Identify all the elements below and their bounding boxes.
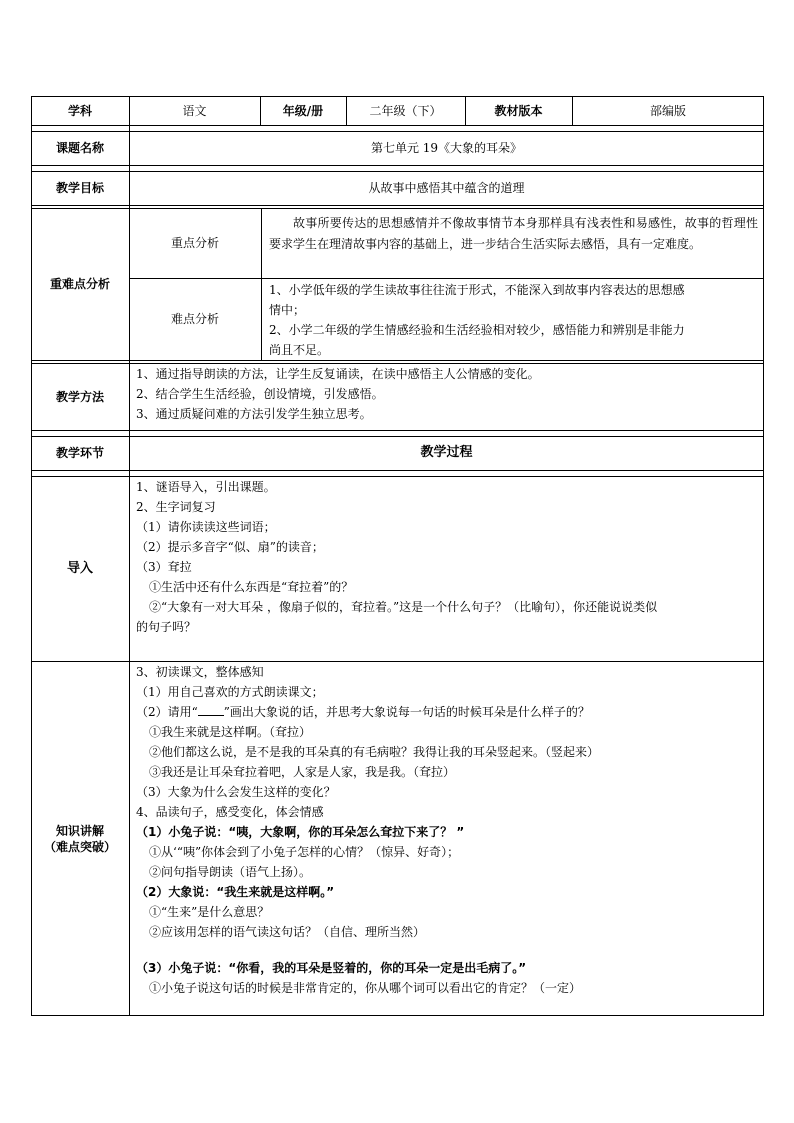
grid-line [31,476,764,477]
goal-value: 从故事中感悟其中蕴含的道理 [368,181,525,195]
process-label: 教学环节 [55,446,104,460]
difficult-line: 1、小学低年级的学生读故事往往流于形式，不能深入到故事内容表达的思想感 [269,283,685,297]
lesson-label: 课题名称 [55,141,104,155]
intro-line: ②“大象有一对大耳朵 ，像扇子似的，耷拉着。”这是一个什么句子？（比喻句），你还能说说类似 [149,600,658,614]
intro-line: （3）耷拉 [136,560,192,574]
intro-line: （2）提示多音字“似、扇”的读音； [136,540,324,554]
grid-line [31,661,764,662]
grade-value: 二年级（下） [369,103,442,118]
knowledge-line-part: ”画出大象说的话，并思考大象说每一句话的时候耳朵是什么样子的？ [223,705,590,719]
knowledge-line: （1）小兔子说：“咦，大象啊，你的耳朵怎么耷拉下来了？ ” [136,825,465,839]
intro-line: 2、生字词复习 [136,500,216,514]
knowledge-line: ①我生来就是这样啊。（耷拉） [149,725,312,739]
subject-value: 语文 [182,103,207,118]
key-analysis-label: 重点分析 [170,236,219,250]
keypoints-label: 重难点分析 [49,277,110,291]
grid-line [31,208,764,209]
grid-line [31,360,764,361]
grid-line [31,125,764,126]
intro-line: （1）请你读读这些词语； [136,520,276,534]
grid-line [31,205,764,206]
grid-line [31,96,764,97]
table-grid [31,96,764,1016]
grid-line [31,363,764,364]
knowledge-line: ①“生来”是什么意思？ [149,905,270,919]
grid-line [763,96,764,1016]
knowledge-line: （3）大象为什么会发生这样的变化？ [136,785,336,799]
edition-value: 部编版 [649,103,686,118]
grid-line [31,131,764,132]
grid-line [572,96,573,125]
subject-label: 学科 [67,103,92,118]
knowledge-line: ②问句指导朗读（语气上扬）。 [149,865,312,879]
grid-line [465,96,466,125]
grid-line [31,470,764,471]
process-title: 教学过程 [420,445,473,460]
grid-line [31,430,764,431]
method-line: 1、通过指导朗读的方法，让学生反复诵读，在读中感悟主人公情感的变化。 [136,367,540,381]
knowledge-line-part: （2）请用“ [136,705,198,719]
grid-line [129,278,764,279]
knowledge-line: （2）大象说：“我生来就是这样啊。” [136,885,335,899]
knowledge-line: ①小兔子说这句话的时候是非常肯定的，你从哪个词可以看出它的肯定？（一定） [149,981,582,995]
difficult-line: 2、小学二年级的学生情感经验和生活经验相对较少，感悟能力和辨别是非能力 [269,323,685,337]
knowledge-line: 3、初读课文，整体感知 [136,665,264,679]
grid-line [31,436,764,437]
knowledge-line: （3）小兔子说：“你看，我的耳朵是竖着的，你的耳朵一定是出毛病了。” [136,961,527,975]
methods-label: 教学方法 [55,389,104,404]
grid-line [261,208,262,360]
knowledge-label: 知识讲解 [55,823,104,838]
knowledge-line: ②应该用怎样的语气读这句话？（自信、理所当然） [149,925,426,939]
knowledge-line: ③我还是让耳朵耷拉着吧，人家是人家，我是我。（耷拉） [149,765,456,779]
grid-line [31,96,32,1016]
difficult-analysis-label: 难点分析 [170,312,219,326]
difficult-line: 情中； [269,303,306,317]
edition-label: 教材版本 [494,103,543,118]
knowledge-line: ①从‘“咦”你体会到了小兔子怎样的心情？（惊异、好奇）； [149,845,460,859]
knowledge-line: 4、品读句子，感受变化，体会情感 [136,805,324,819]
intro-line: 的句子吗？ [136,620,197,634]
lesson-value: 第七单元 19《大象的耳朵》 [370,141,523,155]
intro-line: 1、谜语导入，引出课题。 [136,480,276,494]
knowledge-sublabel: （难点突破） [43,839,116,854]
intro-label: 导入 [66,560,93,576]
intro-line: ①生活中还有什么东西是“耷拉着”的？ [149,580,354,594]
grid-line [31,1015,764,1016]
grid-line [31,165,764,166]
grid-line [129,96,130,1016]
grid-line [346,96,347,125]
knowledge-line: （1）用自己喜欢的方式朗读课文； [136,685,324,699]
goal-label: 教学目标 [55,181,104,195]
key-analysis-paragraph: 故事所要传达的思想感情并不像故事情节本身那样具有浅表性和易感性，故事的哲理性要求学生在理清故事内容的基础上，进一步结合生活实际去感悟，具有一定难度。 [269,216,758,251]
method-line: 2、结合学生生活经验，创设情境，引发感悟。 [136,387,384,401]
grid-line [31,171,764,172]
method-line: 3、通过质疑问难的方法引发学生独立思考。 [136,407,372,421]
difficult-line: 尚且不足。 [269,343,330,357]
knowledge-line: ②他们都这么说，是不是我的耳朵真的有毛病啦？我得让我的耳朵竖起来。（竖起来） [149,745,600,759]
grid-line [260,96,261,125]
grade-label: 年级/册 [282,103,324,118]
